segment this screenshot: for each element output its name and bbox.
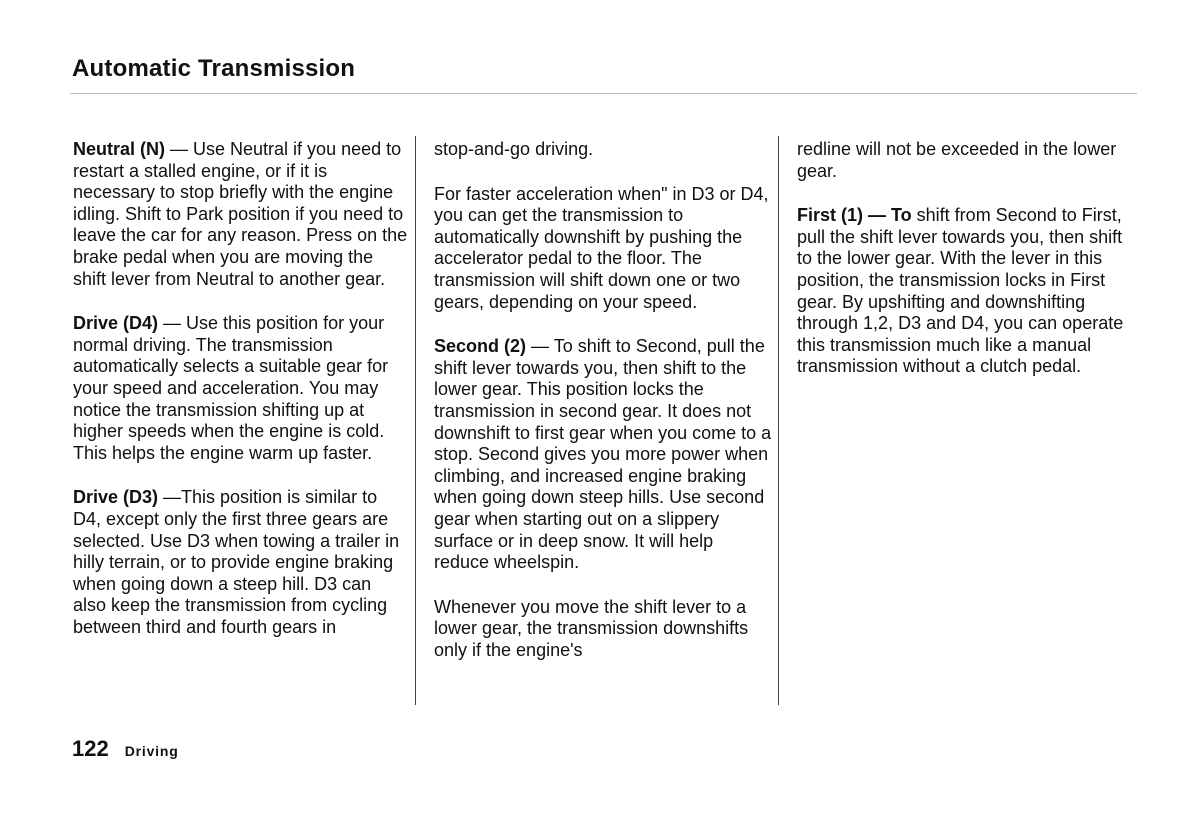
term-drive-d3: Drive (D3) xyxy=(73,487,159,508)
text-column-2 xyxy=(434,139,772,684)
column-divider-1 xyxy=(415,136,416,705)
term-neutral: Neutral (N) xyxy=(73,139,166,159)
paragraph-stop-and-go: stop-and-go driving. xyxy=(434,139,594,159)
text-column-3 xyxy=(797,139,1142,401)
second-description: — To shift to Second, pull the shift lever towards you, then shift to the lower gear. This position locks the transmission in second gear. It does not downshift to first gear when you come to a stop. Second gives you more power when climbing, and increased engine braking when going down steep hills. Use second gear when starting out on a slippery surface or in deep snow. It will help reduce wheelspin. xyxy=(434,336,772,573)
page-number: 122 xyxy=(72,736,109,761)
paragraph-neutral xyxy=(73,139,408,290)
column-divider-2 xyxy=(778,136,779,705)
title-divider xyxy=(70,93,1137,94)
drive-d3-description: —This position is similar to D4, except only the first three gears are selected. Use D3 when towing a trailer in hilly terrain, or to provide engine braking when going down a steep hill. D3 can also keep the transmission from cycling between third and fourth gears in xyxy=(73,487,400,637)
paragraph-first xyxy=(797,205,1142,378)
term-second: Second (2) xyxy=(434,336,527,357)
paragraph-second xyxy=(434,336,772,574)
page-title: Automatic Transmission xyxy=(72,55,356,82)
drive-d4-description: — Use this position for your normal driving. The transmission automatically selects a suitable gear for your speed and acceleration. You may notice the transmission shifting up at higher speeds when the engine is cold. This helps the engine warm up faster. xyxy=(73,313,389,463)
page-footer xyxy=(72,736,179,762)
paragraph-faster-acceleration: For faster acceleration when" in D3 or D4, you can get the transmission to automatically downshift by pushing the accelerator pedal to the floor. The transmission will shift down one or two gears, depending on your speed. xyxy=(434,183,769,312)
paragraph-drive-d3 xyxy=(73,487,408,638)
paragraph-downshift: Whenever you move the shift lever to a lower gear, the transmission downshifts only if the engine's xyxy=(434,596,749,660)
term-first: First (1) — To xyxy=(797,205,912,226)
first-description: shift from Second to First, pull the shift lever towards you, then shift to the lower gear. With the lever in this position, the transmission locks in First gear. By upshifting and downshifting through 1,2, D3 and D4, you can operate this transmission much like a manual transmission without a clutch pedal. xyxy=(797,205,1124,377)
paragraph-drive-d4 xyxy=(73,313,408,464)
section-label: Driving xyxy=(124,743,179,759)
term-drive-d4: Drive (D4) xyxy=(73,313,159,334)
text-column-1 xyxy=(73,139,408,661)
neutral-description: — Use Neutral if you need to restart a stalled engine, or if it is necessary to stop briefly with the engine idling. Shift to Park position if you need to leave the car for any reason. Press on the brake pedal when you are moving the shift lever from Neutral to another gear. xyxy=(73,139,408,289)
paragraph-redline: redline will not be exceeded in the lower gear. xyxy=(797,139,1117,181)
